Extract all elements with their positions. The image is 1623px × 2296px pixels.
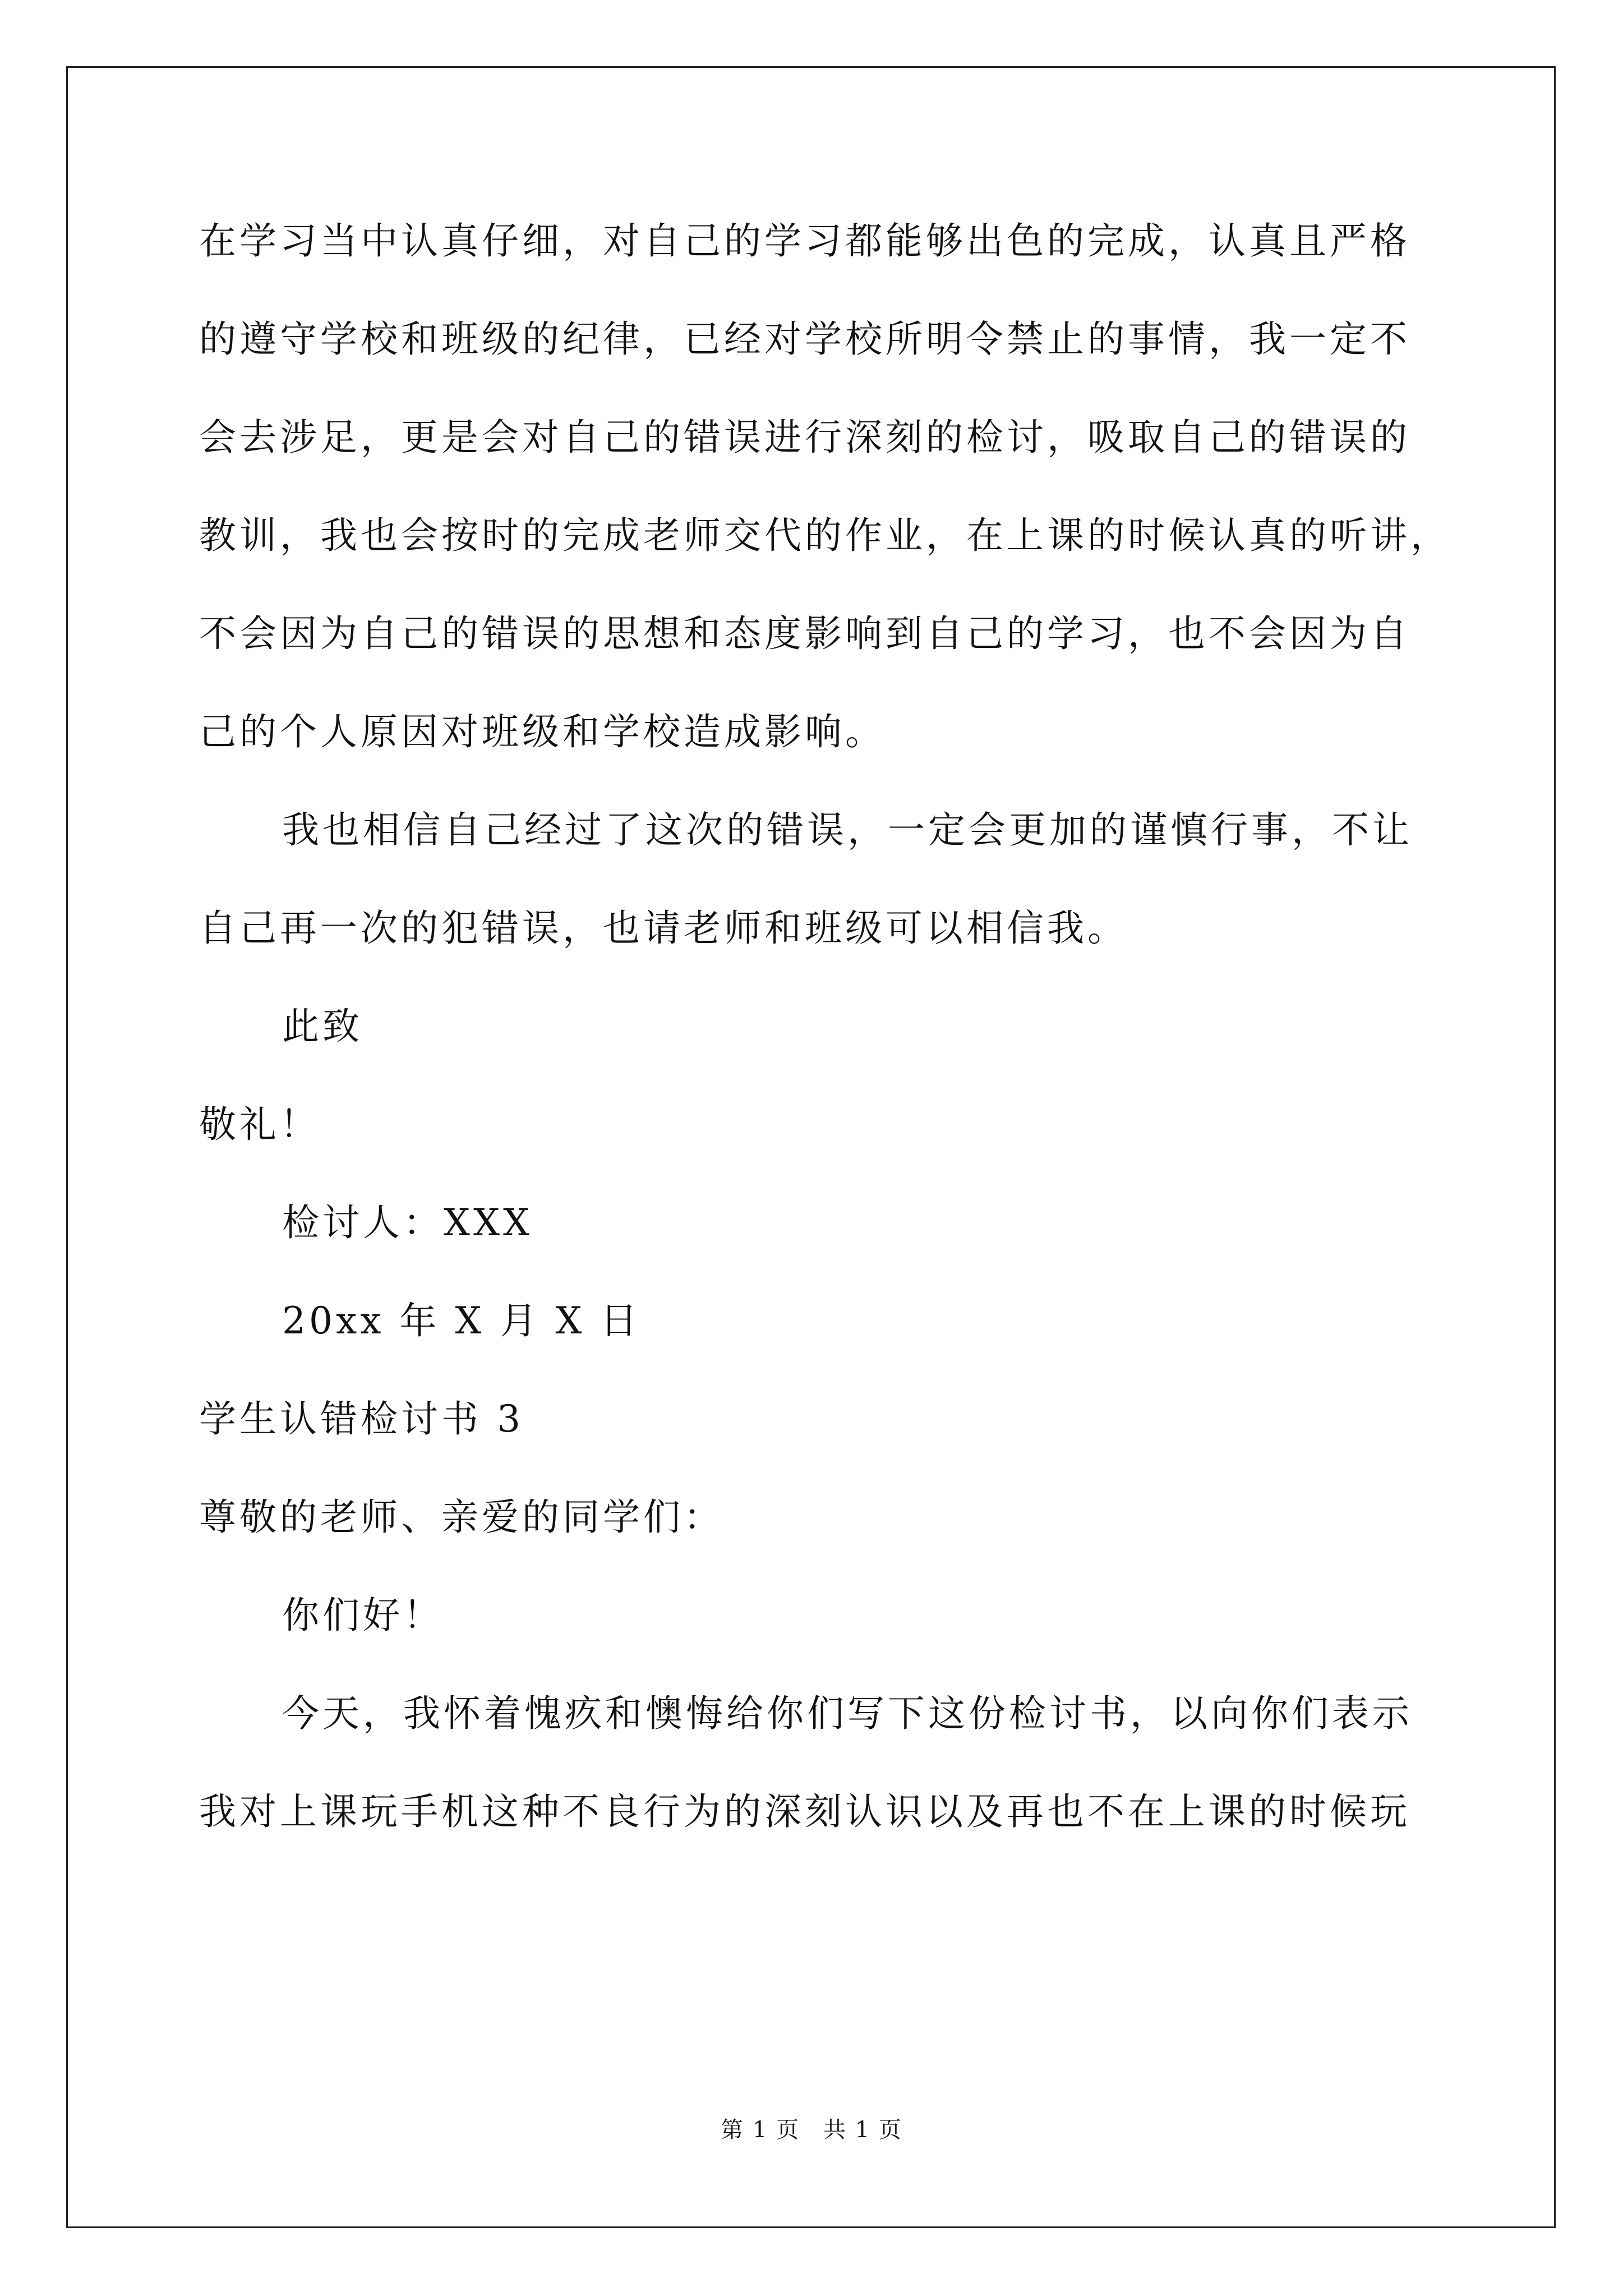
closing-salute: 敬礼！ [199, 1103, 320, 1146]
paragraph-line: 会去涉足，更是会对自己的错误进行深刻的检讨，吸取自己的错误的 [199, 416, 1410, 459]
section-title: 学生认错检讨书 3 [199, 1397, 524, 1441]
date-line: 20xx 年 X 月 X 日 [282, 1299, 641, 1342]
paragraph-line: 自己再一次的犯错误，也请老师和班级可以相信我。 [199, 907, 1128, 950]
salutation: 尊敬的老师、亲爱的同学们： [199, 1496, 724, 1539]
greeting: 你们好！ [282, 1594, 444, 1637]
paragraph-line: 己的个人原因对班级和学校造成影响。 [199, 710, 886, 753]
paragraph-line: 的遵守学校和班级的纪律，已经对学校所明令禁止的事情，我一定不 [199, 318, 1410, 361]
page-border [66, 66, 1556, 2228]
signer-line: 检讨人：XXX [282, 1201, 533, 1244]
paragraph-line: 不会因为自己的错误的思想和态度影响到自己的学习，也不会因为自 [199, 612, 1410, 655]
paragraph-line: 我也相信自己经过了这次的错误，一定会更加的谨慎行事，不让 [282, 808, 1413, 852]
page-number: 第 1 页 共 1 页 [721, 2117, 902, 2143]
closing-phrase: 此致 [282, 1005, 363, 1048]
paragraph-line: 教训，我也会按时的完成老师交代的作业，在上课的时候认真的听讲， [199, 514, 1451, 557]
paragraph-line: 今天，我怀着愧疚和懊悔给你们写下这份检讨书，以向你们表示 [282, 1692, 1413, 1735]
paragraph-line: 在学习当中认真仔细，对自己的学习都能够出色的完成，认真且严格 [199, 219, 1410, 263]
paragraph-line: 我对上课玩手机这种不良行为的深刻认识以及再也不在上课的时候玩 [199, 1790, 1410, 1833]
